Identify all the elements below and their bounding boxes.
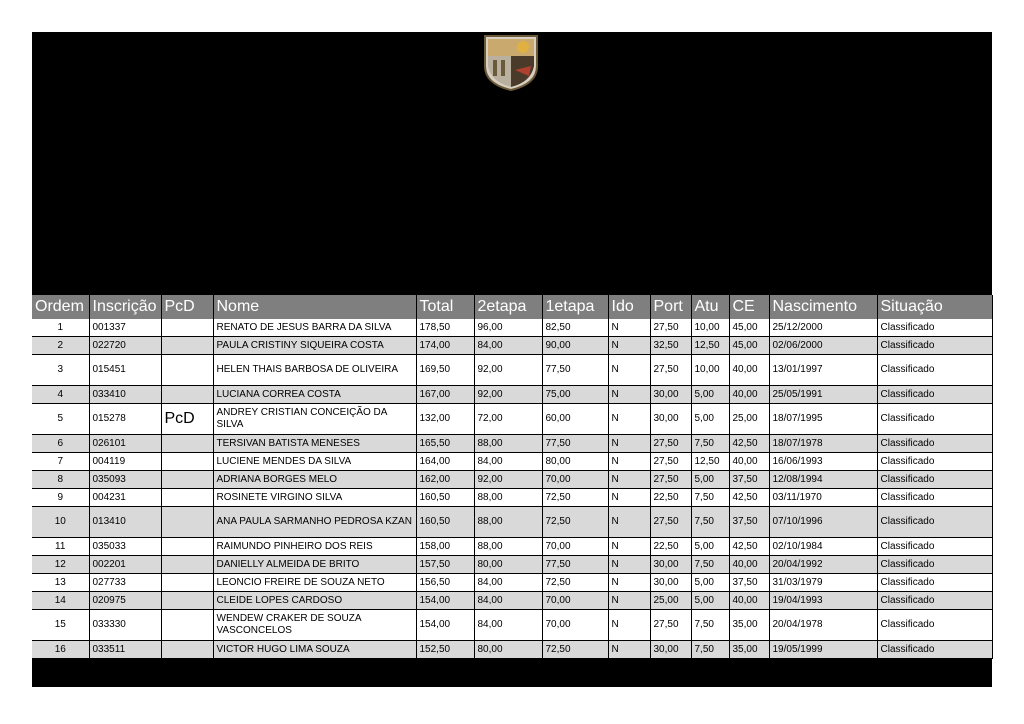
cell-2etapa: 80,00 xyxy=(474,556,542,574)
cell-ce: 37,50 xyxy=(729,507,769,538)
cell-inscricao: 022720 xyxy=(89,337,161,355)
cell-pcd xyxy=(161,471,213,489)
cell-atu: 5,00 xyxy=(691,592,729,610)
cell-1etapa: 70,00 xyxy=(542,592,608,610)
cell-atu: 7,50 xyxy=(691,641,729,659)
cell-ce: 45,00 xyxy=(729,337,769,355)
cell-nome: ADRIANA BORGES MELO xyxy=(213,471,416,489)
cell-ido: N xyxy=(608,319,650,337)
cell-nome: PAULA CRISTINY SIQUEIRA COSTA xyxy=(213,337,416,355)
cell-nome: DANIELLY ALMEIDA DE BRITO xyxy=(213,556,416,574)
cell-situacao: Classificado xyxy=(877,453,992,471)
cell-ido: N xyxy=(608,574,650,592)
cell-nascimento: 18/07/1978 xyxy=(769,435,877,453)
cell-ordem: 4 xyxy=(32,386,89,404)
cell-2etapa: 88,00 xyxy=(474,507,542,538)
cell-pcd xyxy=(161,641,213,659)
cell-pcd xyxy=(161,507,213,538)
cell-atu: 5,00 xyxy=(691,386,729,404)
cell-situacao: Classificado xyxy=(877,337,992,355)
cell-1etapa: 60,00 xyxy=(542,404,608,435)
table-row xyxy=(32,556,992,574)
col-header-atu: Atu xyxy=(691,295,729,319)
table-row xyxy=(32,610,992,641)
table-row xyxy=(32,489,992,507)
cell-pcd xyxy=(161,386,213,404)
cell-ordem: 16 xyxy=(32,641,89,659)
cell-port: 30,00 xyxy=(650,574,691,592)
cell-nascimento: 12/08/1994 xyxy=(769,471,877,489)
cell-ido: N xyxy=(608,386,650,404)
cell-nascimento: 02/06/2000 xyxy=(769,337,877,355)
cell-situacao: Classificado xyxy=(877,355,992,386)
cell-2etapa: 84,00 xyxy=(474,574,542,592)
cell-pcd xyxy=(161,453,213,471)
cell-nascimento: 19/04/1993 xyxy=(769,592,877,610)
cell-ce: 25,00 xyxy=(729,404,769,435)
cell-port: 30,00 xyxy=(650,404,691,435)
cell-port: 22,50 xyxy=(650,489,691,507)
cell-1etapa: 72,50 xyxy=(542,489,608,507)
cell-inscricao: 001337 xyxy=(89,319,161,337)
cell-nome: LUCIENE MENDES DA SILVA xyxy=(213,453,416,471)
cell-atu: 5,00 xyxy=(691,471,729,489)
cell-1etapa: 72,50 xyxy=(542,574,608,592)
cell-situacao: Classificado xyxy=(877,404,992,435)
cell-atu: 7,50 xyxy=(691,489,729,507)
cell-2etapa: 84,00 xyxy=(474,453,542,471)
cell-1etapa: 82,50 xyxy=(542,319,608,337)
cell-2etapa: 92,00 xyxy=(474,386,542,404)
cell-port: 25,00 xyxy=(650,592,691,610)
cell-ce: 42,50 xyxy=(729,435,769,453)
table-row xyxy=(32,507,992,538)
cell-atu: 5,00 xyxy=(691,404,729,435)
cell-situacao: Classificado xyxy=(877,435,992,453)
cell-nascimento: 07/10/1996 xyxy=(769,507,877,538)
cell-atu: 5,00 xyxy=(691,574,729,592)
cell-1etapa: 70,00 xyxy=(542,538,608,556)
cell-2etapa: 92,00 xyxy=(474,471,542,489)
cell-port: 27,50 xyxy=(650,355,691,386)
cell-ido: N xyxy=(608,337,650,355)
cell-pcd xyxy=(161,592,213,610)
cell-situacao: Classificado xyxy=(877,574,992,592)
cell-1etapa: 72,50 xyxy=(542,507,608,538)
cell-2etapa: 72,00 xyxy=(474,404,542,435)
cell-inscricao: 027733 xyxy=(89,574,161,592)
cell-1etapa: 90,00 xyxy=(542,337,608,355)
col-header-1etapa: 1etapa xyxy=(542,295,608,319)
cell-situacao: Classificado xyxy=(877,507,992,538)
cell-1etapa: 80,00 xyxy=(542,453,608,471)
col-header-inscricao: Inscrição xyxy=(89,295,161,319)
col-header-nascimento: Nascimento xyxy=(769,295,877,319)
cell-nome: WENDEW CRAKER DE SOUZA VASCONCELOS xyxy=(213,610,416,641)
cell-inscricao: 004231 xyxy=(89,489,161,507)
cell-ce: 40,00 xyxy=(729,556,769,574)
cell-port: 30,00 xyxy=(650,641,691,659)
col-header-port: Port xyxy=(650,295,691,319)
col-header-situacao: Situação xyxy=(877,295,992,319)
col-header-nome: Nome xyxy=(213,295,416,319)
cell-nome: RAIMUNDO PINHEIRO DOS REIS xyxy=(213,538,416,556)
cell-situacao: Classificado xyxy=(877,641,992,659)
col-header-2etapa: 2etapa xyxy=(474,295,542,319)
cell-ordem: 2 xyxy=(32,337,89,355)
cell-inscricao: 002201 xyxy=(89,556,161,574)
cell-nascimento: 13/01/1997 xyxy=(769,355,877,386)
cell-nascimento: 19/05/1999 xyxy=(769,641,877,659)
cell-ordem: 6 xyxy=(32,435,89,453)
cell-2etapa: 88,00 xyxy=(474,435,542,453)
cell-port: 32,50 xyxy=(650,337,691,355)
cell-ordem: 9 xyxy=(32,489,89,507)
cell-2etapa: 84,00 xyxy=(474,610,542,641)
cell-atu: 12,50 xyxy=(691,337,729,355)
cell-pcd xyxy=(161,337,213,355)
cell-ido: N xyxy=(608,435,650,453)
table-row xyxy=(32,538,992,556)
cell-ordem: 3 xyxy=(32,355,89,386)
cell-1etapa: 70,00 xyxy=(542,610,608,641)
cell-nome: ROSINETE VIRGINO SILVA xyxy=(213,489,416,507)
cell-atu: 7,50 xyxy=(691,556,729,574)
cell-atu: 7,50 xyxy=(691,610,729,641)
cell-situacao: Classificado xyxy=(877,386,992,404)
table-row xyxy=(32,355,992,386)
cell-nome: ANA PAULA SARMANHO PEDROSA KZAN xyxy=(213,507,416,538)
cell-nome: LEONCIO FREIRE DE SOUZA NETO xyxy=(213,574,416,592)
cell-port: 22,50 xyxy=(650,538,691,556)
cell-total: 154,00 xyxy=(416,592,474,610)
cell-inscricao: 013410 xyxy=(89,507,161,538)
cell-ce: 40,00 xyxy=(729,386,769,404)
document-sheet xyxy=(32,32,992,687)
table-row xyxy=(32,641,992,659)
cell-pcd xyxy=(161,489,213,507)
cell-nome: TERSIVAN BATISTA MENESES xyxy=(213,435,416,453)
cell-inscricao: 033511 xyxy=(89,641,161,659)
cell-atu: 5,00 xyxy=(691,538,729,556)
table-row xyxy=(32,337,992,355)
cell-ce: 40,00 xyxy=(729,592,769,610)
cell-1etapa: 72,50 xyxy=(542,641,608,659)
cell-total: 157,50 xyxy=(416,556,474,574)
cell-nascimento: 03/11/1970 xyxy=(769,489,877,507)
cell-ordem: 10 xyxy=(32,507,89,538)
cell-situacao: Classificado xyxy=(877,592,992,610)
cell-nascimento: 02/10/1984 xyxy=(769,538,877,556)
cell-total: 152,50 xyxy=(416,641,474,659)
cell-nome: HELEN THAIS BARBOSA DE OLIVEIRA xyxy=(213,355,416,386)
cell-2etapa: 84,00 xyxy=(474,592,542,610)
cell-atu: 7,50 xyxy=(691,507,729,538)
cell-ordem: 11 xyxy=(32,538,89,556)
cell-inscricao: 004119 xyxy=(89,453,161,471)
cell-nome: RENATO DE JESUS BARRA DA SILVA xyxy=(213,319,416,337)
cell-total: 160,50 xyxy=(416,489,474,507)
cell-ce: 35,00 xyxy=(729,610,769,641)
cell-ce: 37,50 xyxy=(729,471,769,489)
cell-ido: N xyxy=(608,355,650,386)
cell-total: 132,00 xyxy=(416,404,474,435)
cell-situacao: Classificado xyxy=(877,489,992,507)
cell-ce: 40,00 xyxy=(729,355,769,386)
coat-of-arms-icon xyxy=(479,32,543,92)
cell-inscricao: 026101 xyxy=(89,435,161,453)
cell-1etapa: 75,00 xyxy=(542,386,608,404)
cell-ce: 42,50 xyxy=(729,538,769,556)
table-row xyxy=(32,574,992,592)
cell-1etapa: 77,50 xyxy=(542,355,608,386)
cell-ce: 37,50 xyxy=(729,574,769,592)
cell-total: 162,00 xyxy=(416,471,474,489)
cell-nascimento: 25/12/2000 xyxy=(769,319,877,337)
table-row xyxy=(32,471,992,489)
table-row xyxy=(32,386,992,404)
table-header-row xyxy=(32,295,992,319)
table-row xyxy=(32,435,992,453)
cell-pcd: PcD xyxy=(161,404,213,435)
cell-nascimento: 20/04/1978 xyxy=(769,610,877,641)
table-body xyxy=(32,319,992,659)
cell-ce: 45,00 xyxy=(729,319,769,337)
cell-total: 165,50 xyxy=(416,435,474,453)
cell-2etapa: 96,00 xyxy=(474,319,542,337)
cell-2etapa: 88,00 xyxy=(474,489,542,507)
cell-nascimento: 31/03/1979 xyxy=(769,574,877,592)
cell-nascimento: 20/04/1992 xyxy=(769,556,877,574)
cell-2etapa: 84,00 xyxy=(474,337,542,355)
cell-pcd xyxy=(161,556,213,574)
cell-port: 27,50 xyxy=(650,435,691,453)
cell-ordem: 13 xyxy=(32,574,89,592)
cell-atu: 10,00 xyxy=(691,355,729,386)
cell-ido: N xyxy=(608,507,650,538)
cell-ce: 40,00 xyxy=(729,453,769,471)
cell-ido: N xyxy=(608,592,650,610)
col-header-pcd: PcD xyxy=(161,295,213,319)
cell-ido: N xyxy=(608,404,650,435)
cell-nascimento: 18/07/1995 xyxy=(769,404,877,435)
cell-nome: LUCIANA CORREA COSTA xyxy=(213,386,416,404)
cell-pcd xyxy=(161,355,213,386)
cell-pcd xyxy=(161,538,213,556)
table-row xyxy=(32,453,992,471)
cell-total: 178,50 xyxy=(416,319,474,337)
cell-inscricao: 020975 xyxy=(89,592,161,610)
cell-1etapa: 77,50 xyxy=(542,435,608,453)
cell-ido: N xyxy=(608,610,650,641)
cell-total: 160,50 xyxy=(416,507,474,538)
cell-ido: N xyxy=(608,489,650,507)
cell-total: 164,00 xyxy=(416,453,474,471)
cell-total: 169,50 xyxy=(416,355,474,386)
cell-total: 156,50 xyxy=(416,574,474,592)
cell-inscricao: 035093 xyxy=(89,471,161,489)
cell-atu: 10,00 xyxy=(691,319,729,337)
results-table xyxy=(32,295,993,659)
cell-atu: 7,50 xyxy=(691,435,729,453)
cell-situacao: Classificado xyxy=(877,556,992,574)
col-header-ordem: Ordem xyxy=(32,295,89,319)
cell-ido: N xyxy=(608,641,650,659)
cell-port: 30,00 xyxy=(650,556,691,574)
cell-pcd xyxy=(161,610,213,641)
col-header-ce: CE xyxy=(729,295,769,319)
cell-inscricao: 015278 xyxy=(89,404,161,435)
cell-pcd xyxy=(161,319,213,337)
cell-port: 27,50 xyxy=(650,319,691,337)
table-row xyxy=(32,592,992,610)
table-row xyxy=(32,319,992,337)
cell-nascimento: 16/06/1993 xyxy=(769,453,877,471)
cell-ido: N xyxy=(608,556,650,574)
cell-nascimento: 25/05/1991 xyxy=(769,386,877,404)
cell-2etapa: 80,00 xyxy=(474,641,542,659)
cell-inscricao: 033330 xyxy=(89,610,161,641)
cell-ido: N xyxy=(608,453,650,471)
cell-inscricao: 035033 xyxy=(89,538,161,556)
cell-pcd xyxy=(161,574,213,592)
cell-port: 27,50 xyxy=(650,507,691,538)
cell-ce: 35,00 xyxy=(729,641,769,659)
cell-1etapa: 70,00 xyxy=(542,471,608,489)
cell-total: 158,00 xyxy=(416,538,474,556)
cell-situacao: Classificado xyxy=(877,319,992,337)
cell-total: 174,00 xyxy=(416,337,474,355)
cell-ordem: 5 xyxy=(32,404,89,435)
cell-ordem: 15 xyxy=(32,610,89,641)
cell-port: 30,00 xyxy=(650,386,691,404)
cell-ordem: 8 xyxy=(32,471,89,489)
cell-ce: 42,50 xyxy=(729,489,769,507)
cell-1etapa: 77,50 xyxy=(542,556,608,574)
cell-nome: VICTOR HUGO LIMA SOUZA xyxy=(213,641,416,659)
cell-situacao: Classificado xyxy=(877,610,992,641)
cell-total: 154,00 xyxy=(416,610,474,641)
cell-atu: 12,50 xyxy=(691,453,729,471)
col-header-total: Total xyxy=(416,295,474,319)
cell-situacao: Classificado xyxy=(877,471,992,489)
cell-ido: N xyxy=(608,538,650,556)
cell-ordem: 1 xyxy=(32,319,89,337)
cell-ordem: 14 xyxy=(32,592,89,610)
cell-ordem: 12 xyxy=(32,556,89,574)
col-header-ido: Ido xyxy=(608,295,650,319)
cell-pcd xyxy=(161,435,213,453)
cell-total: 167,00 xyxy=(416,386,474,404)
cell-inscricao: 033410 xyxy=(89,386,161,404)
cell-port: 27,50 xyxy=(650,453,691,471)
cell-2etapa: 88,00 xyxy=(474,538,542,556)
cell-nome: ANDREY CRISTIAN CONCEIÇÃO DA SILVA xyxy=(213,404,416,435)
cell-ido: N xyxy=(608,471,650,489)
cell-nome: CLEIDE LOPES CARDOSO xyxy=(213,592,416,610)
cell-port: 27,50 xyxy=(650,471,691,489)
cell-inscricao: 015451 xyxy=(89,355,161,386)
cell-situacao: Classificado xyxy=(877,538,992,556)
cell-2etapa: 92,00 xyxy=(474,355,542,386)
cell-ordem: 7 xyxy=(32,453,89,471)
cell-port: 27,50 xyxy=(650,610,691,641)
table-row xyxy=(32,404,992,435)
